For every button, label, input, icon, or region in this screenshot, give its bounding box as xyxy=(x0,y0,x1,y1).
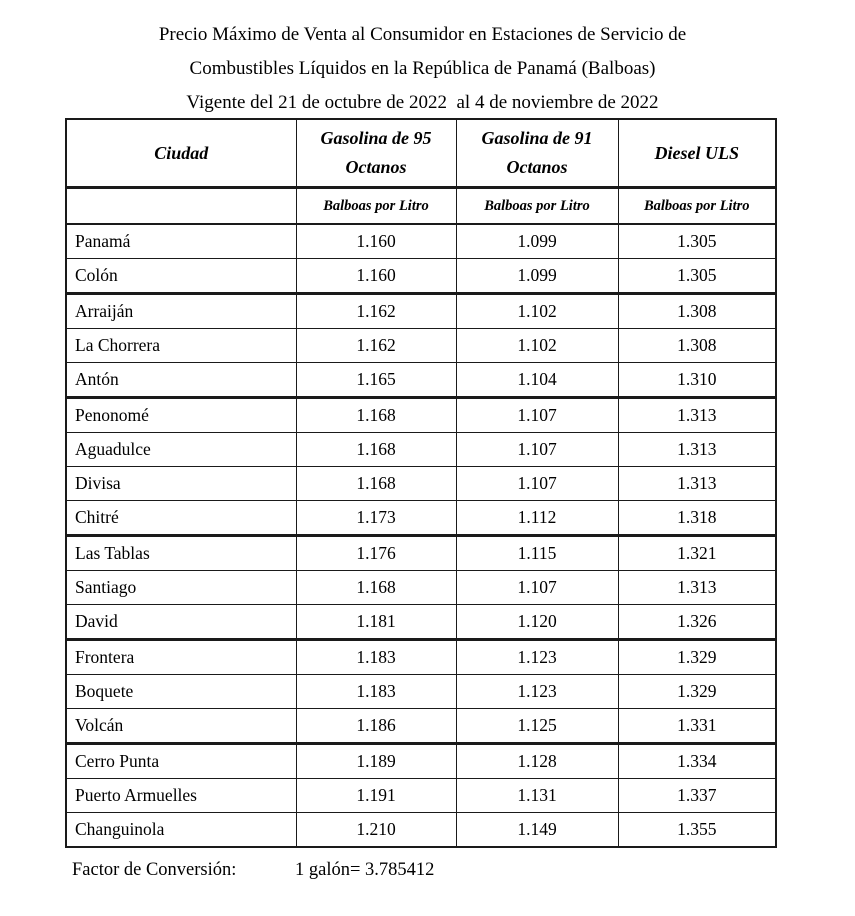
city-cell: Changuinola xyxy=(66,813,296,848)
city-cell: Divisa xyxy=(66,467,296,501)
city-cell: La Chorrera xyxy=(66,329,296,363)
g91-cell: 1.112 xyxy=(456,501,618,536)
unit-cell-g95: Balboas por Litro xyxy=(296,188,456,225)
g95-cell: 1.191 xyxy=(296,779,456,813)
conversion-factor-label: Factor de Conversión: xyxy=(72,860,237,880)
city-cell: Puerto Armuelles xyxy=(66,779,296,813)
g95-cell: 1.168 xyxy=(296,433,456,467)
city-cell: Las Tablas xyxy=(66,536,296,571)
table-row xyxy=(66,363,776,398)
diesel-cell: 1.331 xyxy=(618,709,776,744)
g91-cell: 1.104 xyxy=(456,363,618,398)
table-row xyxy=(66,813,776,848)
table-row xyxy=(66,675,776,709)
table-row xyxy=(66,329,776,363)
header-diesel-uls: Diesel ULS xyxy=(618,119,776,188)
diesel-cell: 1.310 xyxy=(618,363,776,398)
g91-cell: 1.102 xyxy=(456,329,618,363)
city-cell: Colón xyxy=(66,259,296,294)
city-cell: Aguadulce xyxy=(66,433,296,467)
g95-cell: 1.162 xyxy=(296,329,456,363)
title-line-2: Combustibles Líquidos en la República de Panamá (Balboas) xyxy=(189,58,656,79)
g95-cell: 1.210 xyxy=(296,813,456,848)
city-cell: Antón xyxy=(66,363,296,398)
g95-cell: 1.173 xyxy=(296,501,456,536)
title-line-1: Precio Máximo de Venta al Consumidor en Estaciones de Servicio de xyxy=(158,24,687,45)
g91-cell: 1.107 xyxy=(456,571,618,605)
g91-cell: 1.123 xyxy=(456,640,618,675)
conversion-factor-value: 1 galón= 3.785412 xyxy=(295,860,435,880)
document-title xyxy=(0,18,845,120)
header-gasolina-95 xyxy=(296,119,456,188)
g91-cell: 1.107 xyxy=(456,467,618,501)
g95-cell: 1.186 xyxy=(296,709,456,744)
table-row xyxy=(66,605,776,640)
table-row xyxy=(66,744,776,779)
g91-cell: 1.149 xyxy=(456,813,618,848)
table-header-row xyxy=(66,119,776,188)
table-row xyxy=(66,467,776,501)
g91-cell: 1.107 xyxy=(456,433,618,467)
diesel-cell: 1.329 xyxy=(618,675,776,709)
city-cell: David xyxy=(66,605,296,640)
table-row xyxy=(66,224,776,259)
table-row xyxy=(66,259,776,294)
g95-cell: 1.168 xyxy=(296,571,456,605)
g95-cell: 1.168 xyxy=(296,398,456,433)
table-row xyxy=(66,433,776,467)
g91-cell: 1.107 xyxy=(456,398,618,433)
fuel-price-table xyxy=(65,118,777,848)
diesel-cell: 1.318 xyxy=(618,501,776,536)
g95-cell: 1.181 xyxy=(296,605,456,640)
city-cell: Cerro Punta xyxy=(66,744,296,779)
diesel-cell: 1.305 xyxy=(618,224,776,259)
conversion-factor-note xyxy=(72,860,434,881)
header-gasolina-91 xyxy=(456,119,618,188)
unit-cell-g91: Balboas por Litro xyxy=(456,188,618,225)
table-row xyxy=(66,501,776,536)
diesel-cell: 1.308 xyxy=(618,294,776,329)
unit-cell-diesel: Balboas por Litro xyxy=(618,188,776,225)
diesel-cell: 1.305 xyxy=(618,259,776,294)
header-gasolina-91-line1: Gasolina de 91 xyxy=(481,128,593,148)
header-ciudad: Ciudad xyxy=(66,119,296,188)
diesel-cell: 1.329 xyxy=(618,640,776,675)
city-cell: Frontera xyxy=(66,640,296,675)
table-row xyxy=(66,779,776,813)
header-gasolina-95-line2: Octanos xyxy=(345,157,407,177)
diesel-cell: 1.334 xyxy=(618,744,776,779)
city-cell: Santiago xyxy=(66,571,296,605)
city-cell: Boquete xyxy=(66,675,296,709)
diesel-cell: 1.313 xyxy=(618,433,776,467)
table-unit-row xyxy=(66,188,776,225)
g91-cell: 1.120 xyxy=(456,605,618,640)
diesel-cell: 1.313 xyxy=(618,467,776,501)
g91-cell: 1.128 xyxy=(456,744,618,779)
city-cell: Penonomé xyxy=(66,398,296,433)
g91-cell: 1.115 xyxy=(456,536,618,571)
table-row xyxy=(66,398,776,433)
diesel-cell: 1.313 xyxy=(618,571,776,605)
g95-cell: 1.160 xyxy=(296,224,456,259)
header-gasolina-95-line1: Gasolina de 95 xyxy=(320,128,432,148)
table-row xyxy=(66,536,776,571)
table-row xyxy=(66,709,776,744)
city-cell: Arraiján xyxy=(66,294,296,329)
city-cell: Panamá xyxy=(66,224,296,259)
g91-cell: 1.131 xyxy=(456,779,618,813)
diesel-cell: 1.321 xyxy=(618,536,776,571)
g91-cell: 1.125 xyxy=(456,709,618,744)
city-cell: Volcán xyxy=(66,709,296,744)
diesel-cell: 1.313 xyxy=(618,398,776,433)
title-line-3: Vigente del 21 de octubre de 2022 al 4 de noviembre de 2022 xyxy=(186,92,659,113)
diesel-cell: 1.337 xyxy=(618,779,776,813)
g95-cell: 1.183 xyxy=(296,640,456,675)
table-row xyxy=(66,294,776,329)
g95-cell: 1.168 xyxy=(296,467,456,501)
g95-cell: 1.162 xyxy=(296,294,456,329)
g91-cell: 1.102 xyxy=(456,294,618,329)
table-row xyxy=(66,571,776,605)
unit-cell-empty xyxy=(66,188,296,225)
diesel-cell: 1.355 xyxy=(618,813,776,848)
g91-cell: 1.099 xyxy=(456,259,618,294)
g91-cell: 1.099 xyxy=(456,224,618,259)
diesel-cell: 1.326 xyxy=(618,605,776,640)
city-cell: Chitré xyxy=(66,501,296,536)
g95-cell: 1.183 xyxy=(296,675,456,709)
g95-cell: 1.160 xyxy=(296,259,456,294)
g95-cell: 1.176 xyxy=(296,536,456,571)
g95-cell: 1.189 xyxy=(296,744,456,779)
table-row xyxy=(66,640,776,675)
header-gasolina-91-line2: Octanos xyxy=(506,157,568,177)
g91-cell: 1.123 xyxy=(456,675,618,709)
g95-cell: 1.165 xyxy=(296,363,456,398)
diesel-cell: 1.308 xyxy=(618,329,776,363)
